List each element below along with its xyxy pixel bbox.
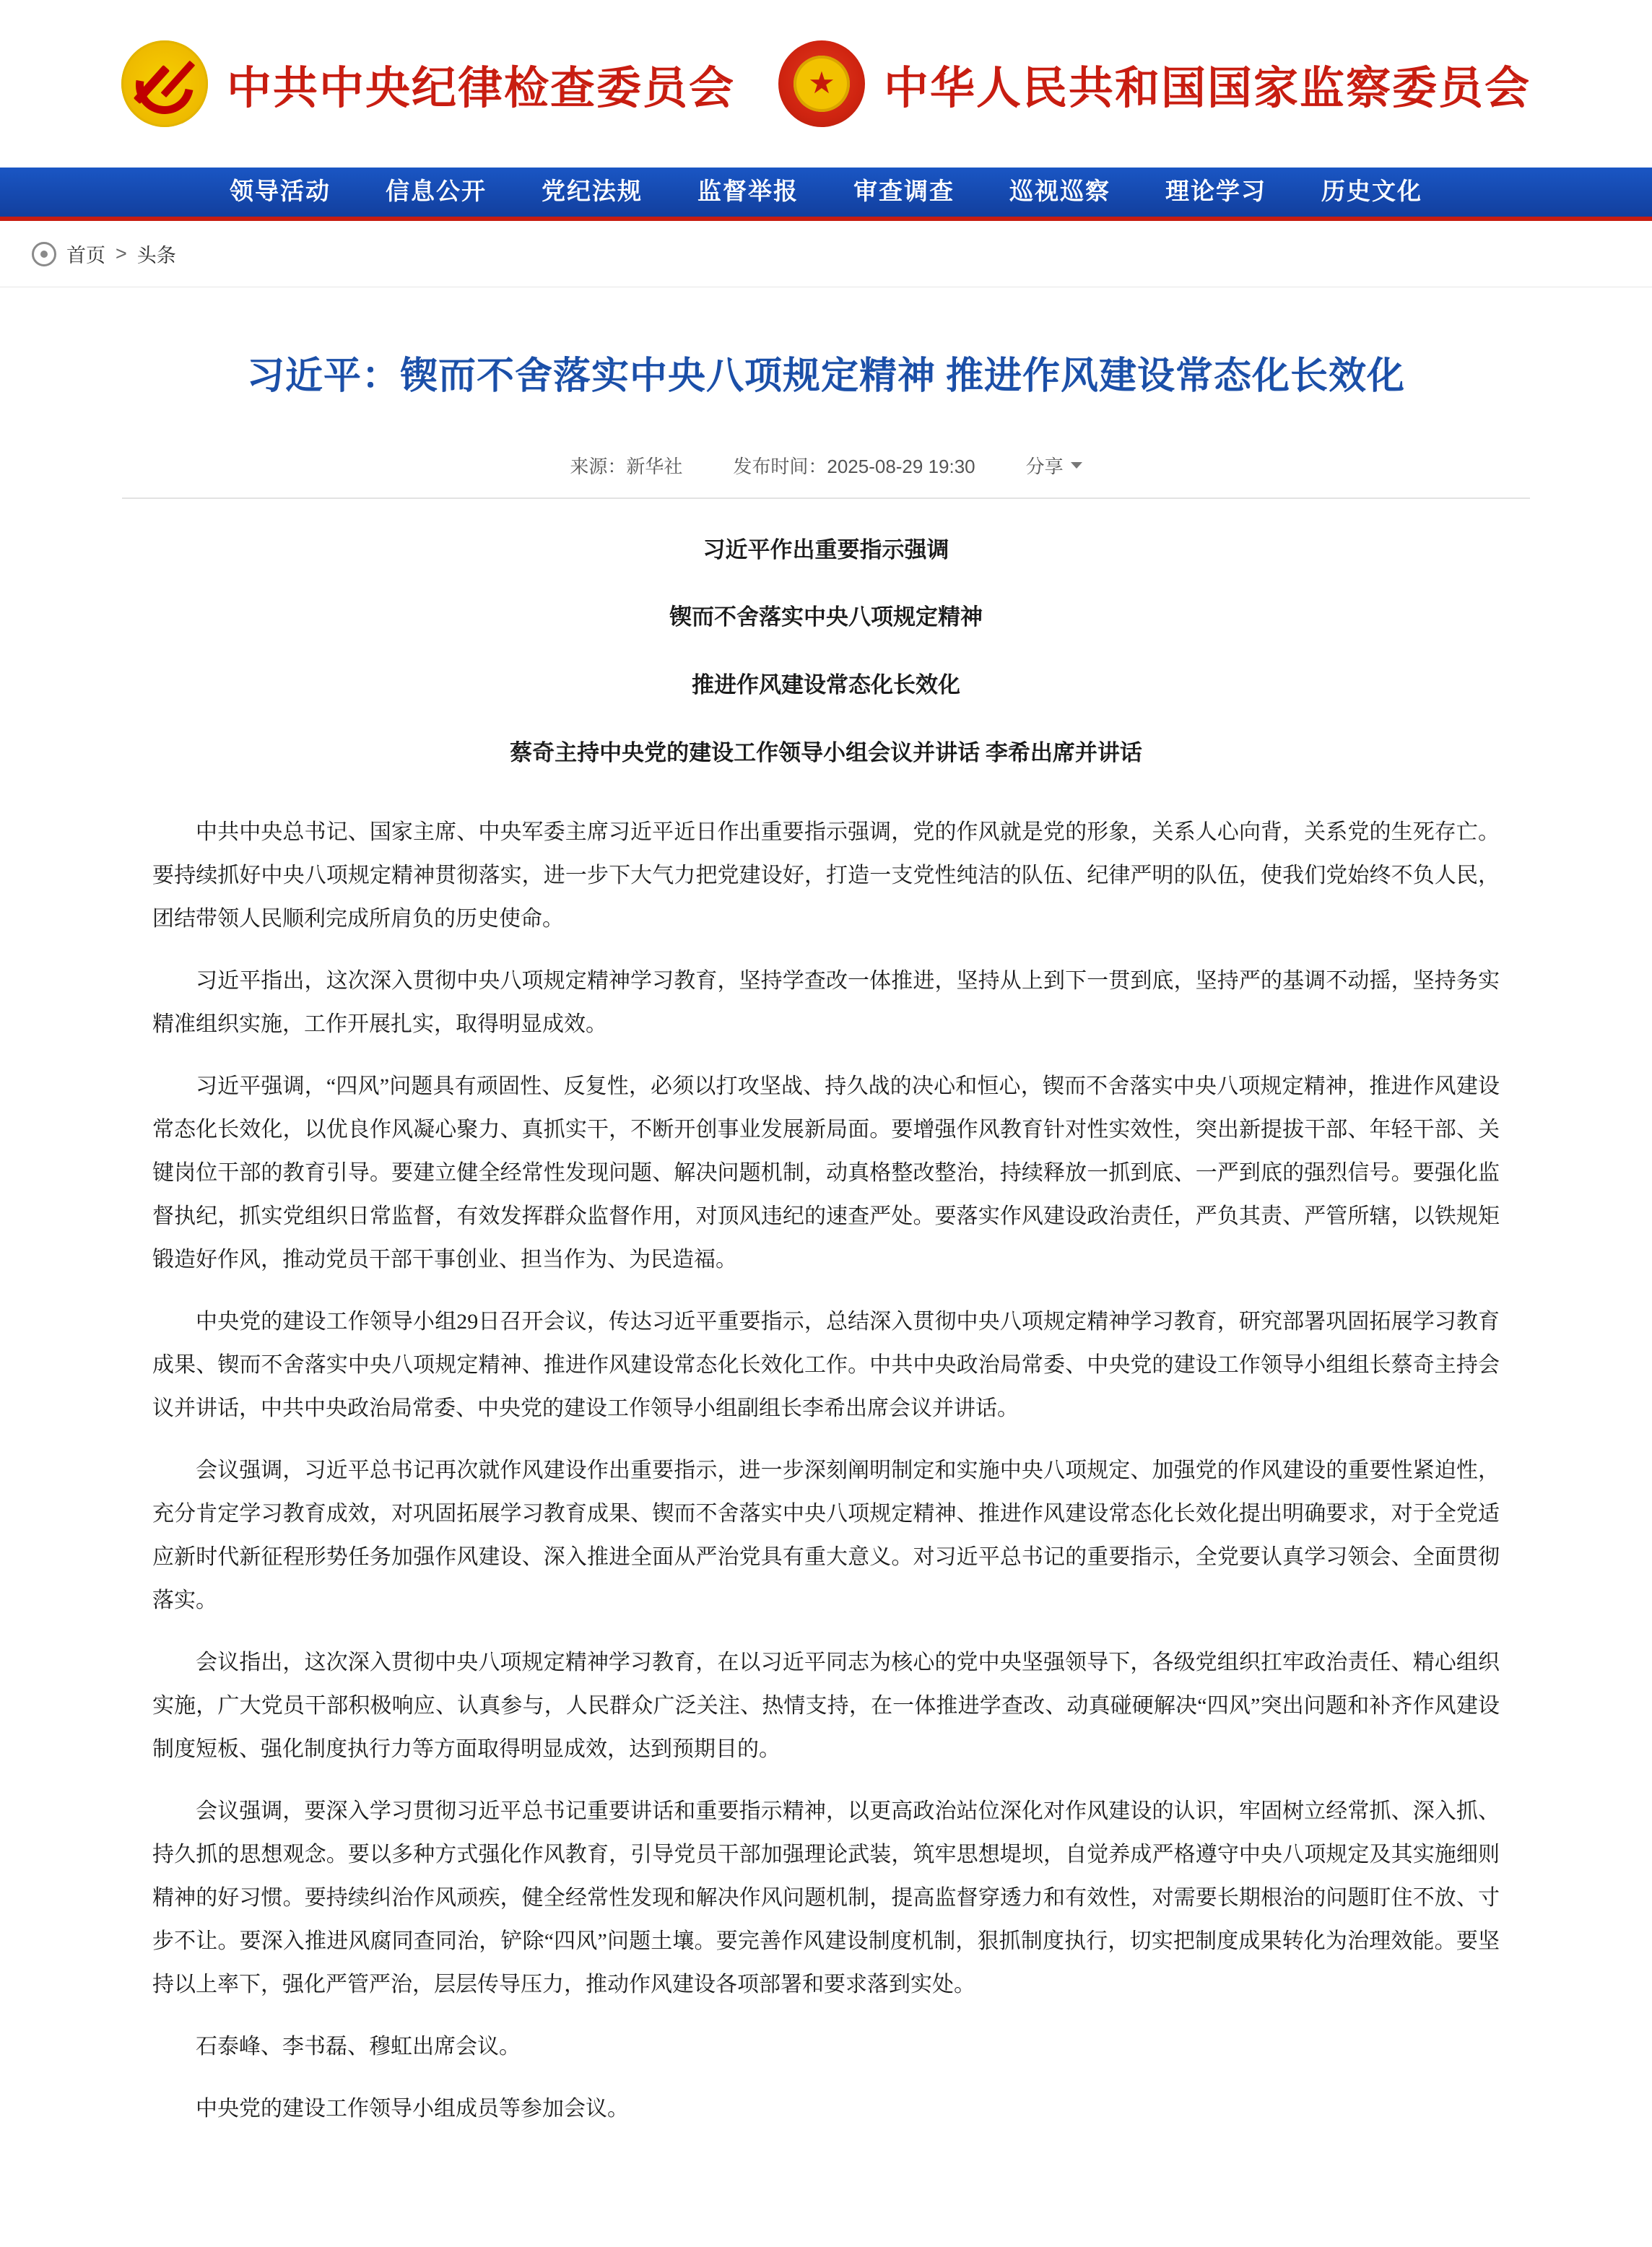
nav-item-regulations[interactable]: 党纪法规 [542, 179, 643, 205]
article-subtitle-4: 蔡奇主持中央党的建设工作领导小组会议并讲话 李希出席并讲话 [510, 739, 1142, 765]
article-source: 来源：新华社 [570, 455, 683, 477]
nav-item-inspection[interactable]: 巡视巡察 [1009, 179, 1110, 205]
article-paragraph: 石泰峰、李书磊、穆虹出席会议。 [196, 2035, 521, 2059]
breadcrumb-current: 头条 [136, 245, 176, 266]
article-paragraph: 会议指出，这次深入贯彻中央八项规定精神学习教育，在以习近平同志为核心的党中央坚强领导下，各级党组织扛牢政治责任、精心组织实施，广大党员干部积极响应、认真参与，人民群众广泛关注、热情支持，在一体推进学查改、动真碰硬解决“四风”突出问题和补齐作风建设制度短板、强化制度执行力等方面取得明显成效，达到预期目的。 [152, 1651, 1500, 1762]
location-pin-icon [32, 242, 56, 266]
article-subtitle-3: 推进作风建设常态化长效化 [692, 672, 960, 698]
article-container [93, 313, 1559, 2207]
national-emblem-icon [778, 40, 865, 127]
site-masthead [0, 0, 1652, 168]
nav-item-theory[interactable]: 理论学习 [1165, 179, 1266, 205]
nsc-title: 中华人民共和国国家监察委员会 [884, 64, 1531, 113]
nav-item-leadership[interactable]: 领导活动 [230, 179, 331, 205]
article-paragraph: 中央党的建设工作领导小组29日召开会议，传达习近平重要指示，总结深入贯彻中央八项规定精神学习教育，研究部署巩固拓展学习教育成果、锲而不舍落实中央八项规定精神、推进作风建设常态化长效化工作。中共中央政治局常委、中央党的建设工作领导小组组长蔡奇主持会议并讲话，中共中央政治局常委、中央党的建设工作领导小组副组长李希出席会议并讲话。 [152, 1310, 1500, 1421]
article-meta [122, 452, 1530, 499]
article-paragraph: 中共中央总书记、国家主席、中央军委主席习近平近日作出重要指示强调，党的作风就是党的形象，关系人心向背，关系党的生死存亡。要持续抓好中央八项规定精神贯彻落实，进一步下大气力把党建设好，打造一支党性纯洁的队伍、纪律严明的队伍，使我们党始终不负人民，团结带领人民顺利完成所肩负的历史使命。 [152, 820, 1500, 931]
breadcrumb [0, 221, 1652, 287]
article-body [122, 499, 1530, 2207]
ccdi-title: 中共中央纪律检查委员会 [226, 64, 735, 113]
brand-ccdi[interactable] [121, 40, 735, 127]
article-publish-time [733, 452, 975, 479]
chevron-down-icon [1071, 462, 1082, 469]
article-paragraph: 习近平强调，“四风”问题具有顽固性、反复性，必须以打攻坚战、持久战的决心和恒心，锲而不舍落实中央八项规定精神，推进作风建设常态化长效化，以优良作风凝心聚力、真抓实干，不断开创事业发展新局面。要增强作风教育针对性实效性，突出新提拔干部、年轻干部、关键岗位干部的教育引导。要建立健全经常性发现问题、解决问题机制，动真格整改整治，持续释放一抓到底、一严到底的强烈信号。要强化监督执纪，抓实党组织日常监督，有效发挥群众监督作用，对顶风违纪的速查严处。要落实作风建设政治责任，严负其责、严管所辖，以铁规矩锻造好作风，推动党员干部干事创业、担当作为、为民造福。 [152, 1074, 1500, 1272]
publish-time-label: 发布时间： [733, 455, 827, 477]
breadcrumb-separator: > [116, 243, 127, 264]
page-title: 习近平：锲而不舍落实中央八项规定精神 推进作风建设常态化长效化 [246, 355, 1405, 397]
share-label: 分享 [1025, 455, 1064, 477]
article-subtitle-2: 锲而不舍落实中央八项规定精神 [669, 604, 983, 630]
main-navigation [0, 168, 1652, 221]
article-paragraph: 会议强调，习近平总书记再次就作风建设作出重要指示，进一步深刻阐明制定和实施中央八项规定、加强党的作风建设的重要性紧迫性，充分肯定学习教育成效，对巩固拓展学习教育成果、锲而不舍落实中央八项规定精神、推进作风建设常态化长效化提出明确要求，对于全党适应新时代新征程形势任务加强作风建设、深入推进全面从严治党具有重大意义。对习近平总书记的重要指示，全党要认真学习领会、全面贯彻落实。 [152, 1459, 1500, 1613]
nav-item-history[interactable]: 历史文化 [1321, 179, 1422, 205]
nav-item-investigation[interactable]: 审查调查 [853, 179, 955, 205]
share-button[interactable] [1026, 452, 1082, 479]
article-paragraph: 会议强调，要深入学习贯彻习近平总书记重要讲话和重要指示精神，以更高政治站位深化对作风建设的认识，牢固树立经常抓、深入抓、持久抓的思想观念。要以多种方式强化作风教育，引导党员干部加强理论武装，筑牢思想堤坝，自觉养成严格遵守中央八项规定及其实施细则精神的好习惯。要持续纠治作风顽疾，健全经常性发现和解决作风问题机制，提高监督穿透力和有效性，对需要长期根治的问题盯住不放、寸步不让。要深入推进风腐同查同治，铲除“四风”问题土壤。要完善作风建设制度机制，狠抓制度执行，切实把制度成果转化为治理效能。要坚持以上率下，强化严管严治，层层传导压力，推动作风建设各项部署和要求落到实处。 [152, 1799, 1500, 1997]
article-paragraph: 中央党的建设工作领导小组成员等参加会议。 [196, 2097, 629, 2121]
party-emblem-icon [121, 40, 208, 127]
article-paragraph: 习近平指出，这次深入贯彻中央八项规定精神学习教育，坚持学查改一体推进，坚持从上到下一贯到底，坚持严的基调不动摇，坚持务实精准组织实施，工作开展扎实，取得明显成效。 [152, 969, 1500, 1037]
breadcrumb-home[interactable]: 首页 [66, 245, 105, 266]
publish-time-value: 2025-08-29 19:30 [827, 455, 975, 477]
article-subtitle-1: 习近平作出重要指示强调 [703, 536, 949, 562]
nav-item-reporting[interactable]: 监督举报 [697, 179, 799, 205]
nav-item-disclosure[interactable]: 信息公开 [386, 179, 487, 205]
brand-nsc[interactable] [778, 40, 1531, 127]
